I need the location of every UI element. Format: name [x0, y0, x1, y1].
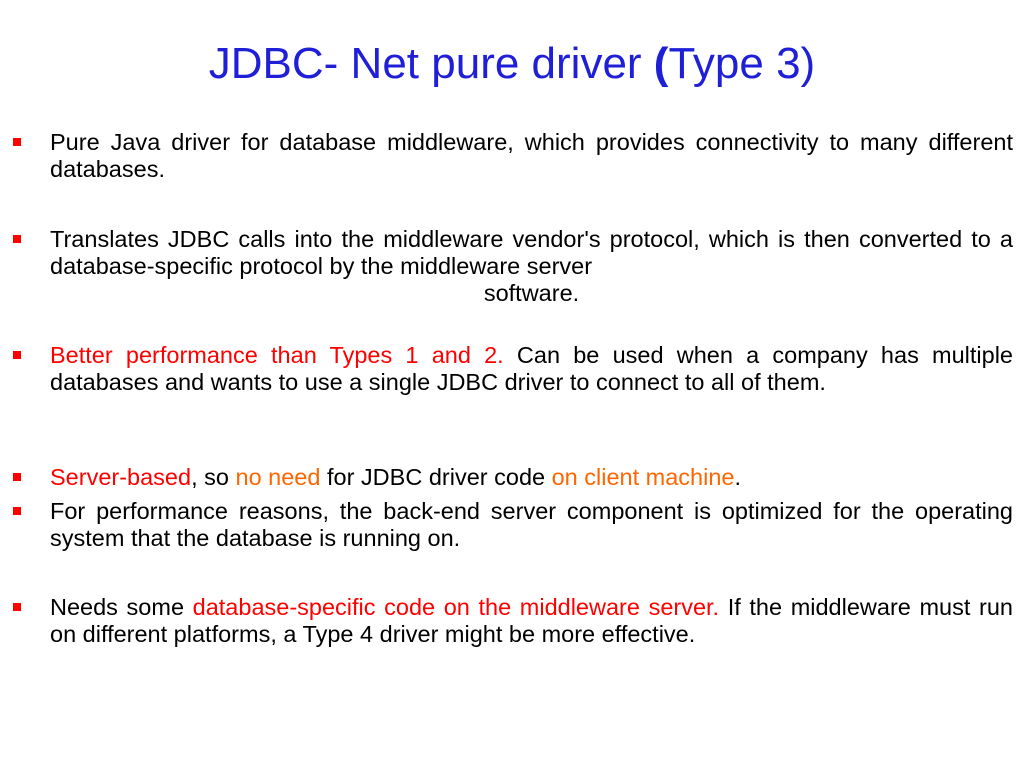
bullet-item-6: [50, 594, 1013, 648]
bullet-square-icon: [13, 138, 21, 146]
bullet-item-4: [50, 464, 1013, 491]
bullet-square-icon: [13, 603, 21, 611]
bullet-square-icon: [13, 507, 21, 515]
bullet-highlight-client-machine: on client machine: [551, 464, 735, 490]
bullet-square-icon: [13, 351, 21, 359]
bullet-text: Needs some: [50, 594, 193, 620]
bullet-highlight-no-need: no need: [235, 464, 321, 490]
bullet-item-5: [50, 498, 1013, 552]
bullet-text: .: [734, 464, 742, 490]
bullet-item-2: [50, 226, 1013, 307]
title-rest: Type 3): [668, 39, 816, 88]
title-paren: (: [653, 39, 669, 88]
bullet-text: Can be used when a company has multiple databases and wants to use a single JDBC driver to connect to all of them.: [50, 342, 1013, 395]
bullet-square-icon: [13, 235, 21, 243]
bullet-text: , so: [191, 464, 236, 490]
bullet-text: If the middleware must run on different platforms, a Type 4 driver might be more effective.: [50, 594, 1013, 647]
bullet-highlight: database-specific code on the middleware server.: [192, 594, 720, 620]
bullet-item-1: [50, 129, 1013, 183]
bullet-text-continued: software.: [483, 280, 580, 306]
bullet-text: Pure Java driver for database middleware, which provides connectivity to many different databases.: [50, 129, 1013, 182]
bullet-item-3: [50, 342, 1013, 396]
bullet-text: for JDBC driver code: [320, 464, 552, 490]
title-main: JDBC- Net pure driver: [208, 39, 654, 88]
bullet-highlight-server-based: Server-based: [50, 464, 192, 490]
bullet-square-icon: [13, 473, 21, 481]
bullet-highlight: Better performance than Types 1 and 2.: [50, 342, 504, 368]
bullet-text: For performance reasons, the back-end server component is optimized for the operating system that the database is running on.: [50, 498, 1013, 551]
slide-title: [0, 36, 1024, 92]
bullet-text: Translates JDBC calls into the middleware vendor's protocol, which is then converted to a database-specific protocol by the middleware server: [50, 226, 1013, 279]
